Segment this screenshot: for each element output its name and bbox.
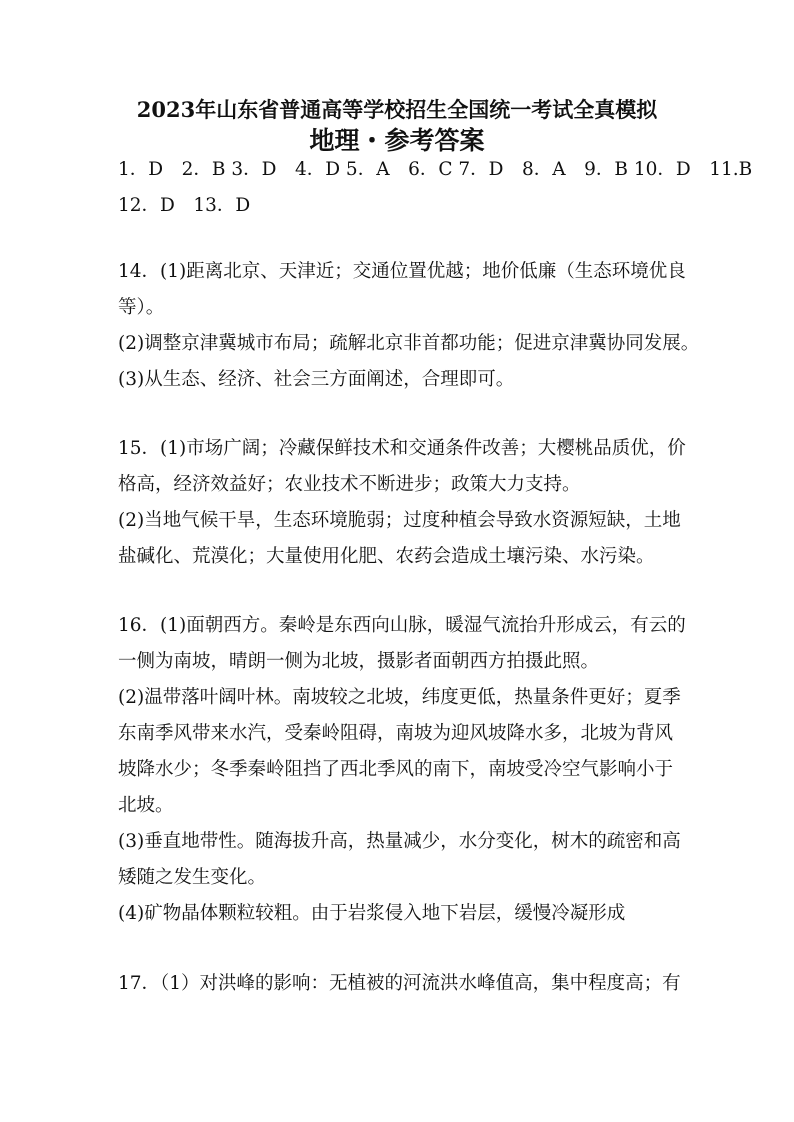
mc-answers-line-2: 12．D 13．D — [118, 195, 251, 216]
q14-line-3: (2)调整京津冀城市布局；疏解北京非首都功能；促进京津冀协同发展。 — [118, 333, 700, 354]
q16-line-5: 坡降水少；冬季秦岭阻挡了西北季风的南下，南坡受冷空气影响小于 — [118, 759, 674, 780]
q16-line-1: 16．(1)面朝西方。秦岭是东西向山脉，暖湿气流抬升形成云，有云的 — [118, 615, 686, 636]
document-subtitle: 地理・参考答案 — [309, 126, 485, 155]
q16-line-7: (3)垂直地带性。随海拔升高，热量减少，水分变化，树木的疏密和高 — [118, 831, 681, 852]
q14-line-2: 等）。 — [118, 297, 165, 318]
q15-line-1: 15．(1)市场广阔；冷藏保鲜技术和交通条件改善；大樱桃品质优，价 — [118, 438, 686, 459]
q14-line-4: (3)从生态、经济、社会三方面阐述，合理即可。 — [118, 369, 515, 390]
q16-line-2: 一侧为南坡，晴朗一侧为北坡，摄影者面朝西方拍摄此照。 — [118, 651, 600, 672]
q16-line-9: (4)矿物晶体颗粒较粗。由于岩浆侵入地下岩层，缓慢冷凝形成 — [118, 903, 626, 924]
q14-line-1: 14．(1)距离北京、天津近；交通位置优越；地价低廉（生态环境优良 — [118, 261, 686, 282]
q15-line-4: 盐碱化、荒漠化；大量使用化肥、农药会造成土壤污染、水污染。 — [118, 546, 655, 567]
q16-line-6: 北坡。 — [118, 795, 174, 816]
q15-line-2: 格高，经济效益好；农业技术不断进步；政策大力支持。 — [118, 474, 581, 495]
q16-line-4: 东南季风带来水汽，受秦岭阻碍，南坡为迎风坡降水多，北坡为背风 — [118, 723, 674, 744]
mc-answers-line-1: 1．D 2．B 3．D 4．D 5．A 6．C 7．D 8．A 9．B 10．D 11.B — [118, 159, 753, 180]
document-title: 2023年山东省普通高等学校招生全国统一考试全真模拟 — [136, 97, 658, 122]
q16-line-3: (2)温带落叶阔叶林。南坡较之北坡，纬度更低，热量条件更好；夏季 — [118, 687, 681, 708]
q17-line-1: 17．（1）对洪峰的影响：无植被的河流洪水峰值高，集中程度高；有 — [118, 973, 681, 994]
q15-line-3: (2)当地气候干旱，生态环境脆弱；过度种植会导致水资源短缺，土地 — [118, 510, 681, 531]
q16-line-8: 矮随之发生变化。 — [118, 867, 267, 888]
